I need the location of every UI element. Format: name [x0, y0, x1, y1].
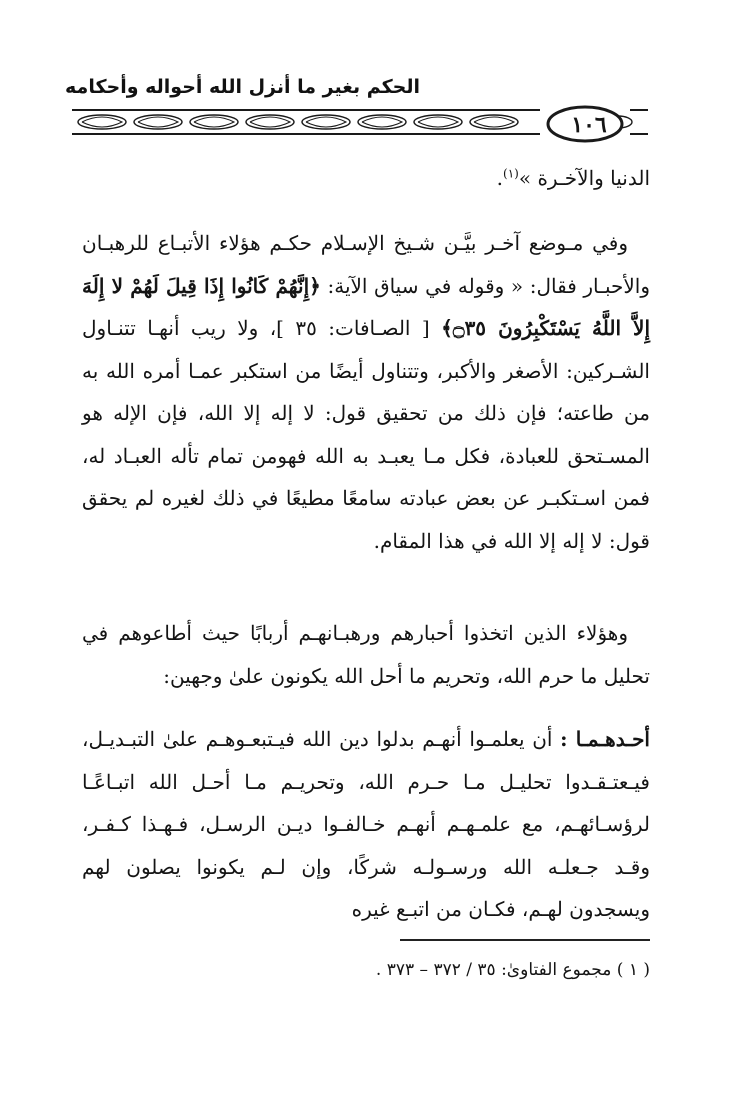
paragraph-1	[82, 157, 650, 200]
footnote-reference: (١)	[503, 166, 519, 181]
quranic-verse: ﴿إِنَّهُمْ كَانُوا إِذَا قِيلَ لَهُمْ لا إِلَهَ إِلاَّ اللَّهُ يَسْتَكْبِرُونَ ۝٣٥﴾	[82, 273, 651, 340]
paragraph-2-text-b: [ الصـافات: ٣٥ ]، ولا ريب أنهـا تتنـاول الشـركين: الأصغر والأكبر، وتتناول أيضًا من استكبر عمـا أمره الله به من طاعته؛ فإن ذلك من تحقيق قول: لا إله إلا الله، فإن الإله هو المسـتحق للعبادة، فكل مـا يعبـد به الله فهومن تمام تأله العبـاد له، فمن اسـتكبـر عن بعض عبادته سامعًا مطيعًا في ذلك لغيره لم يحقق قول: لا إله إلا الله في هذا المقام.	[82, 316, 650, 553]
paragraph-4-text: أن يعلمـوا أنهـم بدلوا دين الله فيـتبعـوهـم علىٰ التبـديـل، فيـعتـقـدوا تحليـل مـا حـرم الله، وتحريـم مـا أحـل الله اتبـاعًـا لرؤسـائهـم، مع علمـهـم أنهـم خـالفـوا ديـن الرسـل، فـهـذا كـفـر، وقـد جـعلـه الله ورسـولـه شركًا، وإن لـم يكونوا يصلون لهم ويسجدون لهـم، فكـان من اتبـع غيره	[82, 727, 650, 921]
footnote-divider	[400, 939, 650, 941]
paragraph-1-text: الدنيا والآخـرة »	[518, 166, 650, 190]
paragraph-3	[82, 612, 650, 697]
paragraph-1-end: .	[496, 166, 504, 190]
paragraph-4-lead: أحـدهـمـا :	[560, 727, 650, 751]
paragraph-2-text-a: وفي مـوضع آخـر بيَّـن شـيخ الإسـلام حكـم هؤلاء الأتبـاع للرهبـان والأحبـار فقال: « وقوله في سياق الآية:	[82, 231, 651, 298]
running-title: الحكم بغير ما أنزل الله أحواله وأحكامه	[65, 76, 420, 98]
paragraph-3-text: وهؤلاء الذين اتخذوا أحبارهم ورهبـانهـم أربابًا حيث أطاعوهم في تحليل ما حرم الله، وتحريم ما أحل الله يكونون علىٰ وجهين:	[82, 621, 650, 688]
paragraph-4	[82, 718, 650, 931]
footnote: ( ١ ) مجموع الفتاوىٰ: ٣٥ / ٣٧٢ – ٣٧٣ .	[375, 960, 650, 980]
page-number: ١٠٦	[571, 112, 607, 138]
paragraph-2	[82, 222, 650, 562]
